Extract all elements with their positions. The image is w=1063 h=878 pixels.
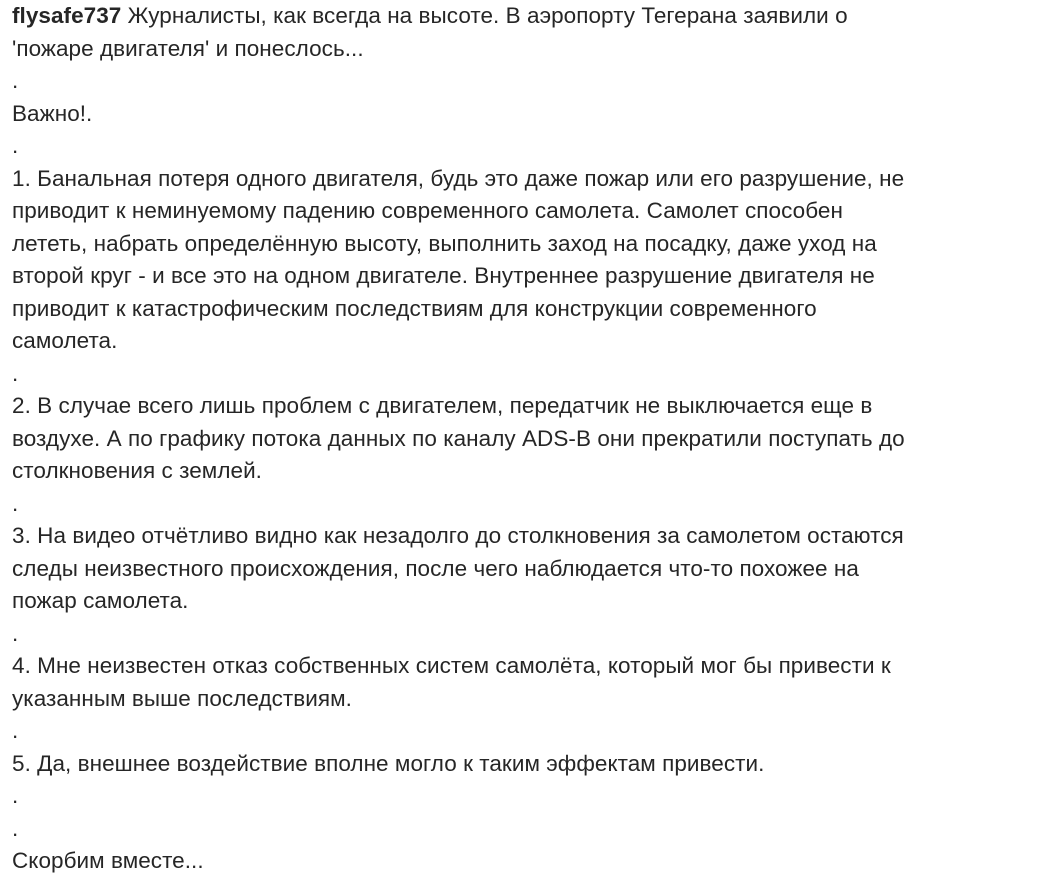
comment-line: Важно!. <box>12 100 93 126</box>
comment-line: 4. Мне неизвестен отказ собственных систем самолёта, который мог бы привести к <box>12 653 891 678</box>
comment-line: пожар самолета. <box>12 588 189 613</box>
separator-dot: . <box>12 620 19 646</box>
comment-line: 2. В случае всего лишь проблем с двигателем, передатчик не выключается еще в <box>12 393 873 418</box>
separator-dot: . <box>12 783 19 808</box>
comment-line: лететь, набрать определённую высоту, выполнить заход на посадку, даже уход на <box>12 230 877 256</box>
comment-line: 5. Да, внешнее воздействие вполне могло к таким эффектам привести. <box>12 750 765 776</box>
comment-line <box>12 0 1059 33</box>
comment-line: указанным выше последствиям. <box>12 685 352 711</box>
comment-line: приводит к катастрофическим последствиям для конструкции современного <box>12 295 817 321</box>
separator-dot: . <box>12 490 19 516</box>
username-link[interactable]: flysafe737 <box>12 3 122 28</box>
comment-line: следы неизвестного происхождения, после чего наблюдается что-то похожее на <box>12 555 859 581</box>
comment-line: воздухе. А по графику потока данных по каналу ADS-B они прекратили поступать до <box>12 425 905 451</box>
comment-line: самолета. <box>12 328 118 353</box>
comment-text: Журналисты, как всегда на высоте. В аэропорту Тегерана заявили о <box>127 3 848 28</box>
comment-line: второй круг - и все это на одном двигателе. Внутреннее разрушение двигателя не <box>12 263 875 288</box>
separator-dot: . <box>12 68 19 93</box>
comment-line: столкновения с землей. <box>12 458 262 483</box>
separator-dot: . <box>12 360 19 386</box>
separator-dot: . <box>12 815 19 841</box>
comment-line: 1. Банальная потеря одного двигателя, будь это даже пожар или его разрушение, не <box>12 165 905 191</box>
separator-dot: . <box>12 133 19 158</box>
comment-line: приводит к неминуемому падению современного самолета. Самолет способен <box>12 198 843 223</box>
separator-dot: . <box>12 718 19 743</box>
comment-line: 3. На видео отчётливо видно как незадолго до столкновения за самолетом остаются <box>12 523 904 548</box>
comment-line: 'пожаре двигателя' и понеслось... <box>12 35 364 61</box>
comment-line: Скорбим вместе... <box>12 848 204 873</box>
